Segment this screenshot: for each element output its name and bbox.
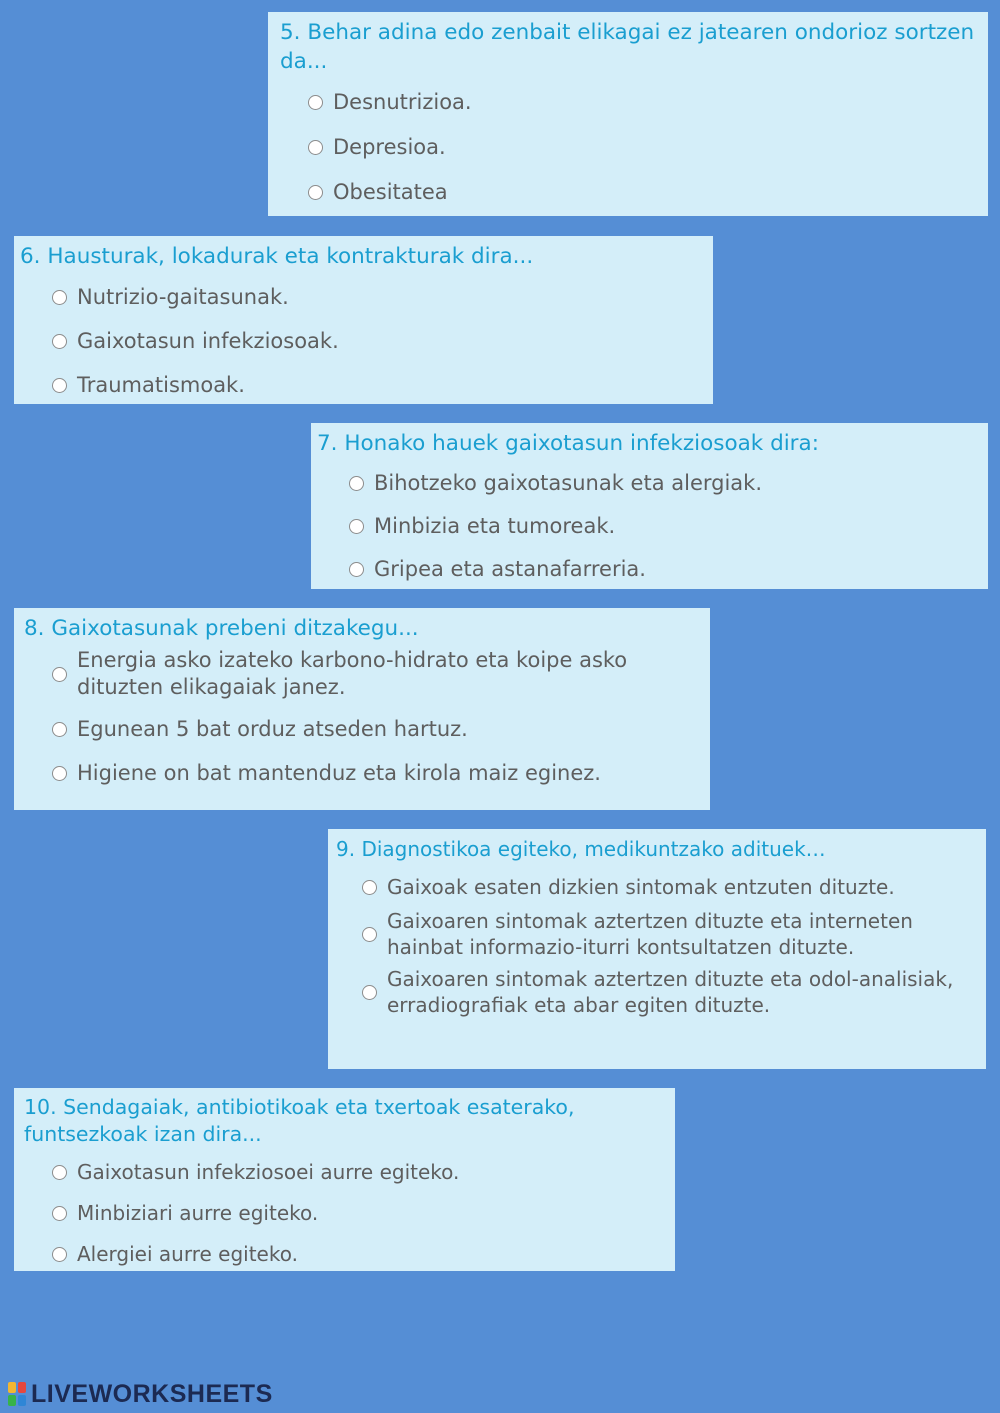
radio-button[interactable]	[52, 667, 67, 682]
option-item[interactable]	[52, 647, 698, 707]
option-label[interactable]: Gaixotasun infekziosoei aurre egiteko.	[77, 1160, 460, 1184]
question-title: 10. Sendagaiak, antibiotikoak eta txertoak esaterako, funtsezkoak izan dira...	[24, 1095, 575, 1146]
question-title: 9. Diagnostikoa egiteko, medikuntzako adituek…	[336, 837, 826, 861]
option-item[interactable]	[362, 966, 974, 1018]
option-label[interactable]: Gaixoaren sintomak aztertzen dituzte eta interneten hainbat informazio-iturri kontsultatzen dituzte.	[387, 909, 913, 959]
option-label[interactable]: Higiene on bat mantenduz eta kirola maiz eginez.	[77, 760, 601, 785]
question-title: 5. Behar adina edo zenbait elikagai ez jatearen ondorioz sortzen da...	[280, 20, 975, 74]
liveworksheets-logo[interactable]	[8, 1380, 273, 1409]
option-label[interactable]: Traumatismoak.	[77, 372, 245, 397]
option-label[interactable]: Bihotzeko gaixotasunak eta alergiak.	[374, 471, 762, 495]
option-label[interactable]: Desnutrizioa.	[333, 90, 472, 114]
options-list	[20, 275, 701, 407]
option-item[interactable]	[362, 866, 974, 908]
options-list	[24, 647, 698, 795]
options-list	[280, 80, 976, 215]
radio-button[interactable]	[349, 519, 364, 534]
question-7-box	[311, 423, 988, 589]
question-title: 8. Gaixotasunak prebeni ditzakegu...	[24, 616, 419, 641]
option-label[interactable]: Gaixotasun infekziosoak.	[77, 328, 339, 353]
radio-button[interactable]	[52, 722, 67, 737]
logo-mark-icon	[8, 1382, 28, 1408]
option-item[interactable]	[308, 170, 976, 215]
question-title: 6. Hausturak, lokadurak eta kontrakturak dira...	[20, 244, 534, 269]
option-label[interactable]: Gaixoak esaten dizkien sintomak entzuten dituzte.	[387, 875, 895, 899]
logo-text: LIVEWORKSHEETS	[31, 1380, 273, 1408]
question-6-box	[14, 236, 713, 404]
option-item[interactable]	[52, 707, 698, 751]
option-item[interactable]	[52, 1152, 663, 1193]
option-label[interactable]: Depresioa.	[333, 135, 446, 159]
option-item[interactable]	[52, 363, 701, 407]
radio-button[interactable]	[362, 985, 377, 1000]
option-item[interactable]	[308, 80, 976, 125]
option-label[interactable]: Gaixoaren sintomak aztertzen dituzte eta odol-analisiak, erradiografiak eta abar egiten dituzte.	[387, 967, 954, 1017]
option-label[interactable]: Egunean 5 bat orduz atseden hartuz.	[77, 716, 468, 741]
options-list	[336, 866, 974, 1018]
radio-button[interactable]	[52, 378, 67, 393]
option-label[interactable]: Alergiei aurre egiteko.	[77, 1242, 298, 1266]
option-item[interactable]	[52, 275, 701, 319]
radio-button[interactable]	[308, 95, 323, 110]
radio-button[interactable]	[349, 476, 364, 491]
radio-button[interactable]	[349, 562, 364, 577]
radio-button[interactable]	[308, 140, 323, 155]
radio-button[interactable]	[362, 927, 377, 942]
radio-button[interactable]	[52, 290, 67, 305]
option-label[interactable]: Obesitatea	[333, 180, 448, 204]
option-label[interactable]: Minbiziari aurre egiteko.	[77, 1201, 319, 1225]
option-label[interactable]: Energia asko izateko karbono-hidrato eta koipe asko dituzten elikagaiak janez.	[77, 648, 628, 699]
radio-button[interactable]	[362, 880, 377, 895]
option-item[interactable]	[349, 548, 976, 591]
radio-button[interactable]	[52, 1165, 67, 1180]
option-item[interactable]	[308, 125, 976, 170]
radio-button[interactable]	[52, 334, 67, 349]
option-label[interactable]: Gripea eta astanafarreria.	[374, 557, 646, 581]
option-item[interactable]	[52, 319, 701, 363]
option-item[interactable]	[349, 505, 976, 548]
option-item[interactable]	[349, 462, 976, 505]
question-9-box	[328, 829, 986, 1069]
question-5-box	[268, 12, 988, 216]
radio-button[interactable]	[52, 766, 67, 781]
question-title: 7. Honako hauek gaixotasun infekziosoak dira:	[317, 431, 819, 456]
radio-button[interactable]	[52, 1206, 67, 1221]
question-8-box	[14, 608, 710, 810]
radio-button[interactable]	[308, 185, 323, 200]
option-label[interactable]: Nutrizio-gaitasunak.	[77, 284, 289, 309]
options-list	[317, 462, 976, 591]
question-10-box	[14, 1088, 675, 1271]
option-item[interactable]	[362, 908, 974, 966]
option-label[interactable]: Minbizia eta tumoreak.	[374, 514, 616, 538]
option-item[interactable]	[52, 1193, 663, 1234]
radio-button[interactable]	[52, 1247, 67, 1262]
option-item[interactable]	[52, 751, 698, 795]
option-item[interactable]	[52, 1234, 663, 1275]
options-list	[24, 1152, 663, 1275]
